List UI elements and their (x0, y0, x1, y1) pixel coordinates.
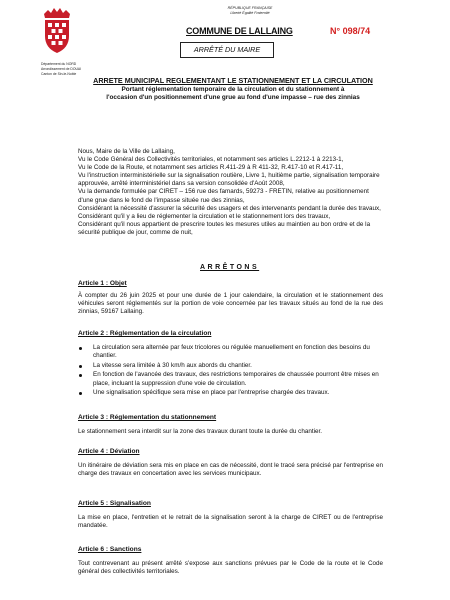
dept-line: Canton de Sin-le-Noble (41, 72, 77, 76)
arretons-heading: ARRÊTONS (200, 264, 260, 271)
dept-line: Arrondissement de DOUAI (41, 67, 82, 71)
considerant-line: Vu le Code Général des Collectivités territoriales, et notamment ses articles L.2212-1 à 2213-1, (78, 156, 344, 164)
document-title (68, 77, 398, 103)
list-item: La vitesse sera limitée à 30 km/h aux abords du chantier. (78, 362, 383, 370)
article-5-heading: Article 5 : Signalisation (78, 500, 151, 507)
article-3-heading: Article 3 : Réglementation du stationnement (78, 414, 217, 421)
list-item: Une signalisation spécifique sera mise en place par l'entreprise chargée des travaux. (78, 389, 383, 397)
article-3-text: Le stationnement sera interdit sur la zone des travaux durant toute la durée du chantier. (78, 428, 322, 435)
list-item: En fonction de l'avancée des travaux, des restrictions temporaires de chaussée pourront être mises en place, incluant la suppression d'une voie de circulation. (78, 371, 383, 387)
considerant-line: Considérant qu'il y a lieu de réglementer la circulation et le stationnement lors des travaux, (78, 212, 331, 220)
list-item: La circulation sera alternée par feux tricolores ou régulée manuellement en fonction des besoins du chantier. (78, 344, 383, 360)
article-5-text: La mise en place, l'entretien et le retrait de la signalisation seront à la charge de CIRET ou de l'entreprise mandatée. (78, 514, 383, 530)
considerants-block (78, 148, 383, 237)
considerant-line: Nous, Maire de la Ville de Lallaing, (78, 148, 175, 155)
article-4-text: Un itinéraire de déviation sera mis en place en cas de nécessité, dont le tracé sera précisé par l'entreprise en charge des travaux en concertation avec les services municipaux. (78, 462, 383, 478)
lallaing-coat-of-arms-logo (40, 6, 74, 56)
article-6-text: Tout contrevenant au présent arrêté s'expose aux sanctions prévues par le Code de la route et le Code général des collectivités territoriales. (78, 560, 383, 576)
considerant-line: Considérant qu'il nous appartient de prescrire toutes les mesures utiles au maintien au bon ordre et de la sécurité publique de jour, comme de nuit, (78, 220, 371, 236)
article-2-list (78, 344, 383, 399)
article-2-heading: Article 2 : Réglementation de la circulation (78, 330, 212, 337)
considerant-line: Vu le Code de la Route, et notamment ses articles R.411-29 à R 411-32, R.417-10 et R.417-11, (78, 164, 344, 172)
article-1-heading: Article 1 : Objet (78, 280, 127, 287)
article-6-heading: Article 6 : Sanctions (78, 546, 142, 553)
considerant-line: Vu l'instruction interministérielle sur la signalisation routière, Livre 1, huitième partie, signalisation temporaire approuvée, arrêté interministériel dans sa version consolidée d'Août 2008, (78, 172, 380, 188)
title-line-sub: l'occasion d'un positionnement d'une grue au fond d'une impasse – rue des zinnias (106, 94, 360, 102)
considerant-line: Vu la demande formulée par CIRET – 156 rue des famards, 59273 - FRETIN, relative au positionnement d'une grue dans le fond de l'impasse située rue des zinnias, (78, 188, 369, 204)
department-info (41, 62, 81, 77)
arrete-label-box: ARRÊTÉ DU MAIRE (180, 42, 274, 58)
considerant-line: Considérant la nécessité d'assurer la sécurité des usagers et des intervenants pendant la durée des travaux, (78, 204, 381, 212)
republic-line: RÉPUBLIQUE FRANÇAISE (227, 6, 273, 10)
commune-title: COMMUNE DE LALLAING (186, 26, 293, 36)
dept-line: Département du NORD (41, 62, 77, 66)
motto-line: Liberté Égalité Fraternité (230, 10, 270, 15)
article-4-heading: Article 4 : Déviation (78, 448, 140, 455)
title-line-main: ARRETE MUNICIPAL REGLEMENTANT LE STATIONNEMENT ET LA CIRCULATION (93, 76, 373, 85)
article-1-text: À compter du 26 juin 2025 et pour une durée de 1 jour calendaire, la circulation et le stationnement des véhicules seront réglementés sur la portion de voie concernée par les travaux situés au fond de la rue des zinnias, 59167 Lallaing. (78, 292, 383, 316)
arrete-number: N° 098/74 (330, 26, 371, 36)
title-line-sub: Portant réglementation temporaire de la circulation et du stationnement à (121, 85, 345, 93)
republic-header (200, 6, 300, 15)
